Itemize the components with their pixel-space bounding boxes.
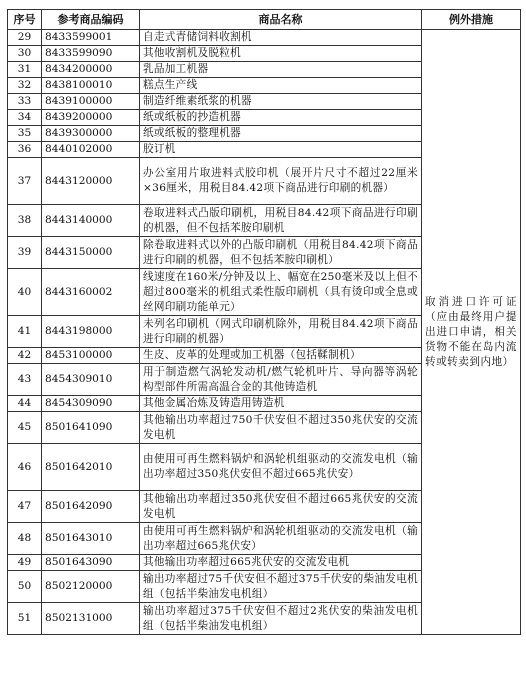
commodity-name-cell: 卷取进料式凸版印刷机，用税目84.42项下商品进行印刷的机器，但不包括苯胺印刷机 (140, 205, 422, 237)
commodity-name-cell: 生皮、皮革的处理或加工机器（包括鞣制机） (140, 348, 422, 364)
commodity-code-cell: 8502131000 (42, 603, 140, 635)
commodity-code-cell: 8501641090 (42, 412, 140, 444)
commodity-name-cell: 办公室用片取进料式胶印机（展开片尺寸不超过22厘米×36厘米，用税目84.42项下商品进行印刷的机器） (140, 158, 422, 205)
table-row (8, 30, 521, 46)
header-commodity-name: 商品名称 (140, 10, 422, 30)
serial-no-cell: 44 (8, 396, 42, 412)
commodity-code-cell: 8443160002 (42, 269, 140, 316)
serial-no-cell: 46 (8, 444, 42, 491)
serial-no-cell: 47 (8, 491, 42, 523)
serial-no-cell: 33 (8, 94, 42, 110)
serial-no-cell: 43 (8, 364, 42, 396)
serial-no-cell: 32 (8, 78, 42, 94)
commodity-code-cell: 8454309090 (42, 396, 140, 412)
commodity-name-cell: 纸或纸板的抄造机器 (140, 110, 422, 126)
commodity-name-cell: 纸或纸板的整理机器 (140, 126, 422, 142)
serial-no-cell: 51 (8, 603, 42, 635)
serial-no-cell: 48 (8, 523, 42, 555)
commodity-name-cell: 制造纤维素纸浆的机器 (140, 94, 422, 110)
commodity-code-cell: 8501642010 (42, 444, 140, 491)
commodity-name-cell: 糕点生产线 (140, 78, 422, 94)
commodity-code-cell: 8501643090 (42, 555, 140, 571)
commodity-code-cell: 8438100010 (42, 78, 140, 94)
commodity-code-cell: 8443150000 (42, 237, 140, 269)
commodity-code-cell: 8502120000 (42, 571, 140, 603)
commodity-code-cell: 8433599090 (42, 46, 140, 62)
exception-measure-text: 取消进口许可证（应由最终用户提出进口申请，相关货物不能在岛内流转或转卖到内地） (425, 295, 517, 368)
commodity-code-cell: 8439100000 (42, 94, 140, 110)
serial-no-cell: 29 (8, 30, 42, 46)
commodity-name-cell: 自走式青储饲料收割机 (140, 30, 422, 46)
commodity-code-cell: 8453100000 (42, 348, 140, 364)
serial-no-cell: 30 (8, 46, 42, 62)
serial-no-cell: 35 (8, 126, 42, 142)
serial-no-cell: 39 (8, 237, 42, 269)
serial-no-cell: 37 (8, 158, 42, 205)
commodity-code-cell: 8434200000 (42, 62, 140, 78)
commodity-name-cell: 胶订机 (140, 142, 422, 158)
commodity-code-cell: 8440102000 (42, 142, 140, 158)
commodity-name-cell: 其他收割机及脱粒机 (140, 46, 422, 62)
header-exception-measure: 例外措施 (422, 10, 521, 30)
commodity-code-cell: 8439200000 (42, 110, 140, 126)
commodity-name-cell: 乳品加工机器 (140, 62, 422, 78)
commodity-code-cell: 8501642090 (42, 491, 140, 523)
commodity-name-cell: 未列名印刷机（网式印刷机除外，用税目84.42项下商品进行印刷的机器） (140, 316, 422, 348)
commodity-code-cell: 8454309010 (42, 364, 140, 396)
commodity-name-cell: 输出功率超过375千伏安但不超过2兆伏安的柴油发电机组（包括半柴油发电机组） (140, 603, 422, 635)
commodity-name-cell: 其他输出功率超过750千伏安但不超过350兆伏安的交流发电机 (140, 412, 422, 444)
commodity-name-cell: 除卷取进料式以外的凸版印刷机（用税目84.42项下商品进行印刷的机器，但不包括苯胺印刷机） (140, 237, 422, 269)
serial-no-cell: 49 (8, 555, 42, 571)
commodity-name-cell: 其他金属冶炼及铸造用铸造机 (140, 396, 422, 412)
serial-no-cell: 36 (8, 142, 42, 158)
commodity-name-cell: 由使用可再生燃料锅炉和涡轮机组驱动的交流发电机（输出功率超过665兆伏安） (140, 523, 422, 555)
serial-no-cell: 45 (8, 412, 42, 444)
serial-no-cell: 34 (8, 110, 42, 126)
commodity-name-cell: 输出功率超过75千伏安但不超过375千伏安的柴油发电机组（包括半柴油发电机组） (140, 571, 422, 603)
serial-no-cell: 40 (8, 269, 42, 316)
commodity-code-cell: 8443120000 (42, 158, 140, 205)
commodity-name-cell: 其他输出功率超过350兆伏安但不超过665兆伏安的交流发电机 (140, 491, 422, 523)
serial-no-cell: 31 (8, 62, 42, 78)
commodity-name-cell: 其他输出功率超过665兆伏安的交流发电机 (140, 555, 422, 571)
serial-no-cell: 41 (8, 316, 42, 348)
commodity-code-cell: 8433599001 (42, 30, 140, 46)
commodity-code-cell: 8439300000 (42, 126, 140, 142)
header-serial-no: 序号 (8, 10, 42, 30)
commodity-code-cell: 8443140000 (42, 205, 140, 237)
serial-no-cell: 38 (8, 205, 42, 237)
commodity-code-cell: 8501643010 (42, 523, 140, 555)
serial-no-cell: 42 (8, 348, 42, 364)
header-commodity-code: 参考商品编码 (42, 10, 140, 30)
commodity-name-cell: 线速度在160米/分钟及以上、幅宽在250毫米及以上但不超过800毫米的机组式柔性版印刷机（具有烫印或全息或丝网印刷功能单元） (140, 269, 422, 316)
serial-no-cell: 50 (8, 571, 42, 603)
commodity-table (7, 9, 521, 635)
table-header-row (8, 10, 521, 30)
commodity-code-cell: 8443198000 (42, 316, 140, 348)
commodity-name-cell: 由使用可再生燃料锅炉和涡轮机组驱动的交流发电机（输出功率超过350兆伏安但不超过665兆伏安） (140, 444, 422, 491)
exception-measure-cell (422, 30, 521, 635)
commodity-name-cell: 用于制造燃气涡轮发动机/燃气轮机叶片、导向器等涡轮构型部件所需高温合金的其他铸造机 (140, 364, 422, 396)
